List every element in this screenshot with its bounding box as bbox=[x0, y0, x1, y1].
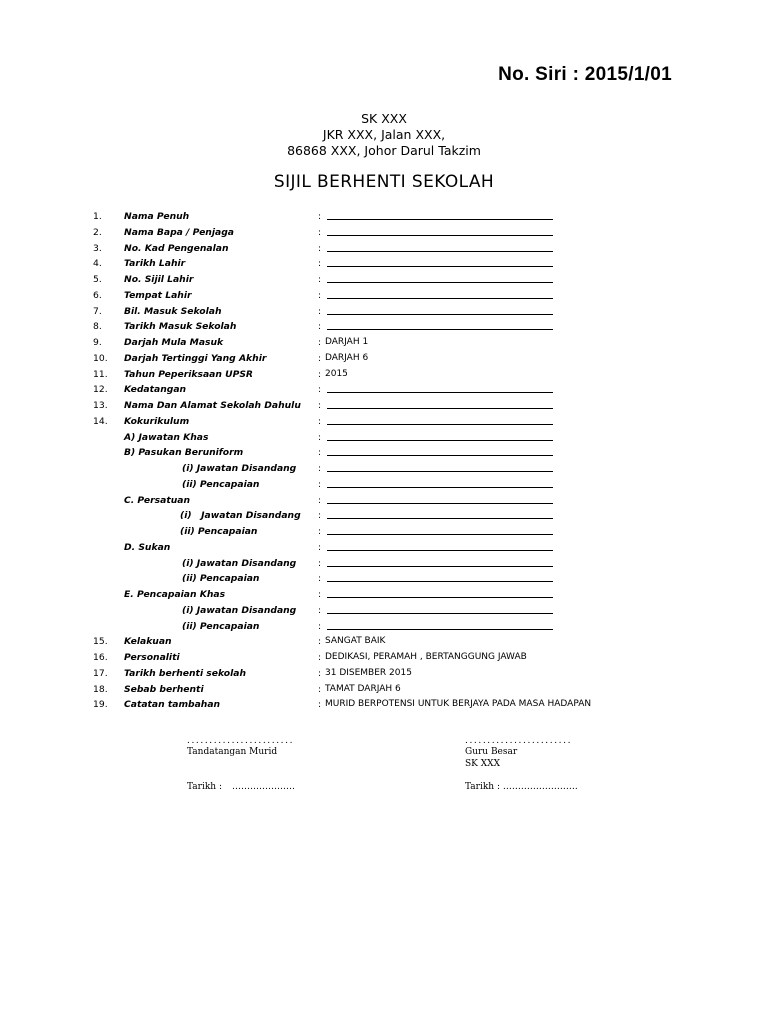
field-label: Tempat Lahir bbox=[124, 289, 192, 301]
headmaster-signature-line: ........................ bbox=[465, 736, 573, 746]
field-label: Tarikh berhenti sekolah bbox=[124, 667, 246, 679]
blank-line bbox=[327, 235, 553, 236]
field-value: MURID BERPOTENSI UNTUK BERJAYA PADA MASA HADAPAN bbox=[325, 699, 592, 710]
form-row bbox=[0, 241, 768, 257]
row-number: 5. bbox=[93, 274, 102, 285]
field-label: (i) Jawatan Disandang bbox=[182, 604, 297, 616]
field-label: No. Kad Pengenalan bbox=[124, 242, 229, 254]
form-row bbox=[0, 461, 768, 477]
field-label: Darjah Tertinggi Yang Akhir bbox=[124, 352, 267, 364]
blank-line bbox=[327, 251, 553, 252]
field-value: SANGAT BAIK bbox=[325, 636, 386, 647]
colon: : bbox=[318, 478, 322, 490]
row-number: 16. bbox=[93, 652, 108, 663]
field-label: Tahun Peperiksaan UPSR bbox=[124, 368, 254, 380]
row-number: 9. bbox=[93, 337, 102, 348]
colon: : bbox=[318, 463, 322, 474]
form-row bbox=[0, 697, 768, 713]
blank-line bbox=[327, 487, 553, 488]
form-row bbox=[0, 272, 768, 288]
student-signature-line: ........................ bbox=[187, 736, 295, 746]
colon: : bbox=[318, 368, 322, 380]
field-label: Kedatangan bbox=[124, 384, 187, 396]
colon: : bbox=[318, 226, 322, 238]
colon: : bbox=[318, 211, 322, 222]
form-row bbox=[0, 382, 768, 398]
colon: : bbox=[318, 667, 322, 679]
blank-line bbox=[327, 455, 553, 456]
form-row bbox=[0, 351, 768, 367]
field-label: (i) Jawatan Disandang bbox=[180, 510, 301, 522]
colon: : bbox=[318, 620, 322, 632]
student-date-label: Tarikh : bbox=[187, 782, 222, 792]
field-label: Kelakuan bbox=[124, 636, 172, 648]
field-label: (i) Jawatan Disandang bbox=[182, 463, 297, 474]
form-row bbox=[0, 587, 768, 603]
field-label: Nama Dan Alamat Sekolah Dahulu bbox=[124, 400, 301, 411]
row-number: 12. bbox=[93, 384, 108, 396]
field-value: 31 DISEMBER 2015 bbox=[325, 667, 412, 678]
field-label: (ii) Pencapaian bbox=[182, 573, 260, 585]
blank-line bbox=[327, 314, 553, 315]
form-row bbox=[0, 398, 768, 414]
field-label: E. Pencapaian Khas bbox=[124, 589, 226, 600]
colon: : bbox=[318, 699, 322, 711]
colon: : bbox=[318, 305, 322, 317]
row-number: 14. bbox=[93, 415, 108, 427]
field-label: B) Pasukan Beruniform bbox=[124, 447, 244, 459]
field-value: 2015 bbox=[325, 368, 348, 379]
form-row bbox=[0, 508, 768, 524]
form-row bbox=[0, 256, 768, 272]
colon: : bbox=[318, 431, 322, 443]
form-row bbox=[0, 493, 768, 509]
field-label: (ii) Pencapaian bbox=[182, 620, 260, 632]
school-address-line1: JKR XXX, Jalan XXX, bbox=[322, 127, 446, 142]
blank-line bbox=[327, 518, 553, 519]
row-number: 19. bbox=[93, 699, 108, 711]
field-label: Nama Penuh bbox=[124, 211, 190, 222]
headmaster-date: Tarikh : ……………………. bbox=[465, 782, 578, 792]
colon: : bbox=[318, 415, 322, 427]
row-number: 1. bbox=[93, 211, 102, 222]
blank-line bbox=[327, 329, 553, 330]
row-number: 4. bbox=[93, 258, 102, 270]
form-row bbox=[0, 304, 768, 320]
field-label: D. Sukan bbox=[124, 541, 171, 553]
form-row bbox=[0, 524, 768, 540]
colon: : bbox=[318, 604, 322, 616]
colon: : bbox=[318, 557, 322, 569]
blank-line bbox=[327, 471, 553, 472]
field-label: Sebab berhenti bbox=[124, 683, 204, 695]
blank-line bbox=[327, 392, 553, 393]
blank-line bbox=[327, 613, 553, 614]
form-row bbox=[0, 225, 768, 241]
row-number: 7. bbox=[93, 305, 102, 317]
field-label: Darjah Mula Masuk bbox=[124, 337, 224, 348]
colon: : bbox=[318, 447, 322, 459]
row-number: 17. bbox=[93, 667, 108, 679]
field-value: DARJAH 1 bbox=[325, 337, 369, 347]
colon: : bbox=[318, 494, 322, 506]
colon: : bbox=[318, 589, 322, 600]
field-value: TAMAT DARJAH 6 bbox=[325, 683, 401, 694]
row-number: 2. bbox=[93, 226, 102, 238]
field-value: DEDIKASI, PERAMAH , BERTANGGUNG JAWAB bbox=[325, 652, 527, 662]
field-label: Personaliti bbox=[124, 652, 180, 663]
field-label: Kokurikulum bbox=[124, 415, 190, 427]
school-header bbox=[0, 111, 768, 159]
form-row bbox=[0, 288, 768, 304]
blank-line bbox=[327, 566, 553, 567]
row-number: 10. bbox=[93, 352, 108, 364]
field-label: Catatan tambahan bbox=[124, 699, 221, 711]
blank-line bbox=[327, 534, 553, 535]
field-label: C. Persatuan bbox=[124, 494, 191, 506]
colon: : bbox=[318, 258, 322, 270]
field-label: (i) Jawatan Disandang bbox=[182, 557, 297, 569]
student-date-dots: ………………… bbox=[232, 782, 295, 792]
field-label: (ii) Pencapaian bbox=[182, 478, 260, 490]
form-row bbox=[0, 634, 768, 650]
form-row bbox=[0, 445, 768, 461]
document-title: SIJIL BERHENTI SEKOLAH bbox=[273, 172, 495, 192]
colon: : bbox=[318, 573, 322, 585]
row-number: 15. bbox=[93, 636, 108, 648]
form-row bbox=[0, 367, 768, 383]
row-number: 18. bbox=[93, 683, 108, 695]
field-label: Nama Bapa / Penjaga bbox=[124, 226, 234, 238]
colon: : bbox=[318, 652, 322, 663]
form-row bbox=[0, 571, 768, 587]
field-label: Bil. Masuk Sekolah bbox=[124, 305, 222, 317]
form-row bbox=[0, 209, 768, 225]
colon: : bbox=[318, 636, 322, 648]
form-row bbox=[0, 666, 768, 682]
form-row bbox=[0, 477, 768, 493]
school-name: SK XXX bbox=[361, 111, 407, 126]
form-row bbox=[0, 414, 768, 430]
field-label: Tarikh Masuk Sekolah bbox=[124, 321, 237, 333]
form-row bbox=[0, 682, 768, 698]
blank-line bbox=[327, 597, 553, 598]
colon: : bbox=[318, 400, 322, 411]
colon: : bbox=[318, 541, 322, 553]
colon: : bbox=[318, 274, 322, 285]
colon: : bbox=[318, 683, 322, 695]
field-value: DARJAH 6 bbox=[325, 352, 369, 363]
blank-line bbox=[327, 440, 553, 441]
form-row bbox=[0, 619, 768, 635]
form-row bbox=[0, 556, 768, 572]
form-row bbox=[0, 335, 768, 351]
serial-number: No. Siri : 2015/1/01 bbox=[498, 64, 672, 85]
row-number: 3. bbox=[93, 242, 102, 254]
blank-line bbox=[327, 581, 553, 582]
form-row bbox=[0, 319, 768, 335]
row-number: 11. bbox=[93, 368, 108, 380]
colon: : bbox=[318, 526, 322, 537]
school-address-line2: 86868 XXX, Johor Darul Takzim bbox=[287, 143, 481, 158]
colon: : bbox=[318, 321, 322, 333]
blank-line bbox=[327, 629, 553, 630]
form-row bbox=[0, 650, 768, 666]
form-row bbox=[0, 603, 768, 619]
row-number: 13. bbox=[93, 400, 108, 411]
colon: : bbox=[318, 289, 322, 301]
blank-line bbox=[327, 282, 553, 283]
colon: : bbox=[318, 384, 322, 396]
blank-line bbox=[327, 219, 553, 220]
colon: : bbox=[318, 352, 322, 364]
row-number: 6. bbox=[93, 289, 102, 301]
student-signature-label: Tandatangan Murid bbox=[187, 747, 278, 757]
blank-line bbox=[327, 408, 553, 409]
headmaster-title: Guru Besar bbox=[465, 747, 518, 757]
field-label: (ii) Pencapaian bbox=[180, 526, 258, 537]
form-row bbox=[0, 540, 768, 556]
form-row bbox=[0, 430, 768, 446]
blank-line bbox=[327, 550, 553, 551]
field-label: Tarikh Lahir bbox=[124, 258, 186, 270]
colon: : bbox=[318, 510, 322, 522]
row-number: 8. bbox=[93, 321, 102, 333]
blank-line bbox=[327, 266, 553, 267]
blank-line bbox=[327, 298, 553, 299]
certificate-form bbox=[0, 209, 768, 713]
field-label: A) Jawatan Khas bbox=[124, 431, 209, 443]
blank-line bbox=[327, 503, 553, 504]
headmaster-school: SK XXX bbox=[465, 759, 500, 769]
blank-line bbox=[327, 424, 553, 425]
colon: : bbox=[318, 337, 322, 348]
field-label: No. Sijil Lahir bbox=[124, 274, 194, 285]
colon: : bbox=[318, 242, 322, 254]
